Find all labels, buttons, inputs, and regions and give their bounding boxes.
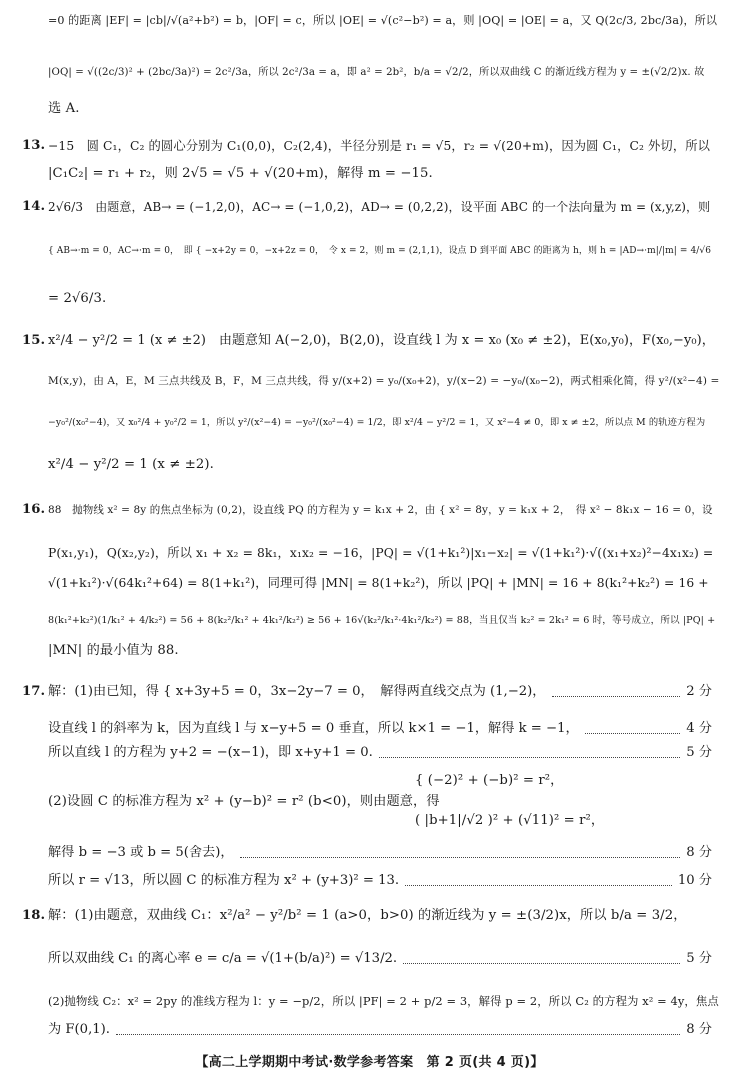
p17-part2-row-2 xyxy=(48,844,712,862)
p15-line-3: −y₀²/(x₀²−4)，又 x₀²/4 + y₀²/2 = 1，所以 y²/(x²−4) = −y₀²/(x₀²−4) = 1/2，即 x²/4 − y²/2 = 1，又 x²−4 ≠ 0，即 x ≠ ±2，所以点 M 的轨迹方程为 xyxy=(48,417,706,428)
dot-leader xyxy=(405,884,672,886)
p18-part2-line-1: (2)抛物线 C₂：x² = 2py 的准线方程为 l：y = −p/2，所以 |PF| = 2 + p/2 = 3，解得 p = 2，所以 C₂ 的方程为 x² = 4y，焦点 xyxy=(48,994,719,1008)
dot-leader xyxy=(585,732,681,734)
dot-leader xyxy=(379,756,680,758)
p15-line-4: x²/4 − y²/2 = 1 (x ≠ ±2). xyxy=(48,457,214,472)
p12-line-3: 选 A. xyxy=(48,101,80,116)
p18-part1-row-2 xyxy=(48,950,712,968)
p16-number: 16. xyxy=(22,502,46,517)
p13-line-2: |C₁C₂| = r₁ + r₂，则 2√5 = √5 + √(20+m)，解得 m = −15. xyxy=(48,166,433,181)
p14-line-1: 2√6/3 由题意，AB→ = (−1,2,0)，AC→ = (−1,0,2)，AD→ = (0,2,2)，设平面 ABC 的一个法向量为 m = (x,y,z)，则 xyxy=(48,200,711,214)
p18-part2-line-2: 为 F(0,1). xyxy=(48,1022,110,1037)
p16-line-1: 88 抛物线 x² = 8y 的焦点坐标为 (0,2)，设直线 PQ 的方程为 y = k₁x + 2，由 { x² = 8y，y = k₁x + 2， 得 x² − 8k₁x − 16 = 0，设 xyxy=(48,504,713,516)
dot-leader xyxy=(552,695,681,697)
p17-part2-line-1: (2)设圆 C 的标准方程为 x² + (y−b)² = r² (b<0)，则由题意，得 xyxy=(48,794,440,809)
score-mark: 5 分 xyxy=(686,745,712,760)
p17-part1-row-2 xyxy=(48,720,712,738)
p16-line-5: |MN| 的最小值为 88. xyxy=(48,643,179,658)
score-mark: 5 分 xyxy=(686,951,712,966)
p12-line-1: =0 的距离 |EF| = |cb|/√(a²+b²) = b，|OF| = c，所以 |OE| = √(c²−b²) = a，则 |OQ| = |OE| = a，又 Q(2c/3, 2bc/3a)，所以 xyxy=(48,14,718,27)
p14-line-2: { AB→·m = 0，AC→·m = 0， 即 { −x+2y = 0，−x+2z = 0， 令 x = 2，则 m = (2,1,1)，设点 D 到平面 ABC 的距离为 h，则 h = |AD→·m|/|m| = 4/√6 xyxy=(48,246,712,256)
p13-number: 13. xyxy=(22,138,46,153)
p15-line-2: M(x,y)，由 A，E，M 三点共线及 B，F，M 三点共线，得 y/(x+2) = y₀/(x₀+2)，y/(x−2) = −y₀/(x₀−2)，两式相乘化简，得 y²/(x²−4) = xyxy=(48,375,720,387)
p16-line-4: 8(k₁²+k₂²)(1/k₁² + 4/k₂²) = 56 + 8(k₂²/k₁² + 4k₁²/k₂²) ≥ 56 + 16√(k₂²/k₁²·4k₁²/k₂²) = 88，当且仅当 k₂² = 2k₁² = 6 时，等号成立，所以 |PQ| + xyxy=(48,615,716,626)
p18-part1-line-2: 所以双曲线 C₁ 的离心率 e = c/a = √(1+(b/a)²) = √13/2. xyxy=(48,951,398,966)
p13-line-1: −15 圆 C₁，C₂ 的圆心分别为 C₁(0,0)，C₂(2,4)，半径分别是 r₁ = √5，r₂ = √(20+m)，因为圆 C₁，C₂ 外切，所以 xyxy=(48,139,711,153)
p17-part2-line-3: 所以 r = √13，所以圆 C 的标准方程为 x² + (y+3)² = 13. xyxy=(48,873,400,888)
score-mark: 2 分 xyxy=(686,684,712,699)
p18-part2-row-2 xyxy=(48,1021,712,1039)
p17-part2-line-2: 解得 b = −3 或 b = 5(舍去)， xyxy=(48,845,234,860)
p17-number: 17. xyxy=(22,684,46,699)
dot-leader xyxy=(240,856,681,858)
p17-part2-system-line-2: ( |b+1|/√2 )² + (√11)² = r²， xyxy=(415,813,605,828)
p12-line-2: |OQ| = √((2c/3)² + (2bc/3a)²) = 2c²/3a，所以 2c²/3a = a，即 a² = 2b²，b/a = √2/2，所以双曲线 C 的渐近线方程为 y = ±(√2/2)x. 故 xyxy=(48,67,705,78)
p17-part2-row-3 xyxy=(48,872,712,890)
dot-leader xyxy=(116,1033,680,1035)
p15-line-1: x²/4 − y²/2 = 1 (x ≠ ±2) 由题意知 A(−2,0)，B(2,0)，设直线 l 为 x = x₀ (x₀ ≠ ±2)，E(x₀,y₀)，F(x₀,−y₀)， xyxy=(48,333,715,348)
page-footer: 【高二上学期期中考试·数学参考答案 第 2 页(共 4 页)】 xyxy=(195,1055,544,1070)
p17-part1-row-1 xyxy=(48,683,712,701)
p17-part1-line-2: 设直线 l 的斜率为 k，因为直线 l 与 x−y+5 = 0 垂直，所以 k×1 = −1，解得 k = −1， xyxy=(48,721,579,736)
p17-part1-row-3 xyxy=(48,744,712,762)
p14-line-3: = 2√6/3. xyxy=(48,291,107,306)
p15-number: 15. xyxy=(22,333,46,348)
score-mark: 8 分 xyxy=(686,1022,712,1037)
p17-part2-system-line-1: { (−2)² + (−b)² = r²， xyxy=(415,773,564,788)
dot-leader xyxy=(403,962,680,964)
p14-number: 14. xyxy=(22,199,46,214)
score-mark: 4 分 xyxy=(686,721,712,736)
p16-line-3: √(1+k₁²)·√(64k₁²+64) = 8(1+k₁²)，同理可得 |MN| = 8(1+k₂²)，所以 |PQ| + |MN| = 16 + 8(k₁²+k₂²) = 16 + xyxy=(48,576,709,590)
score-mark: 10 分 xyxy=(677,873,712,888)
p16-line-2: P(x₁,y₁)，Q(x₂,y₂)，所以 x₁ + x₂ = 8k₁，x₁x₂ = −16，|PQ| = √(1+k₁²)|x₁−x₂| = √(1+k₁²)·√((x₁+x₂)²−4x₁x₂) = xyxy=(48,546,714,560)
p18-number: 18. xyxy=(22,908,46,923)
p17-part1-line-1: 解：(1)由已知，得 { x+3y+5 = 0，3x−2y−7 = 0， 解得两直线交点为 (1,−2)， xyxy=(48,684,546,699)
score-mark: 8 分 xyxy=(686,845,712,860)
p18-part1-line-1: 解：(1)由题意，双曲线 C₁：x²/a² − y²/b² = 1 (a>0，b>0) 的渐近线为 y = ±(3/2)x，所以 b/a = 3/2， xyxy=(48,908,687,923)
p17-part1-line-3: 所以直线 l 的方程为 y+2 = −(x−1)，即 x+y+1 = 0. xyxy=(48,745,373,760)
